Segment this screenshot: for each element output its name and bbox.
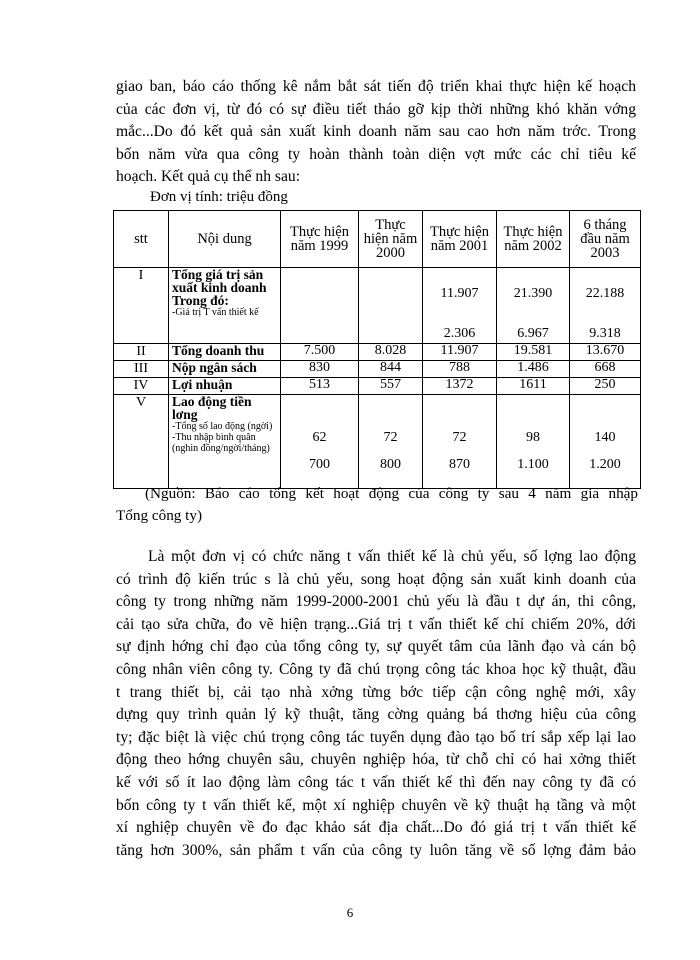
body-line: ty; đặc biệt là việc chú trọng công tác tuyển dụng đào tạo bố trí sắp xếp lại lao [116, 728, 636, 746]
row-subtitle: -Thu nhập bình quân (nghìn đồng/ngời/tháng) [172, 432, 270, 454]
row-content [169, 268, 281, 344]
table-row [114, 268, 641, 344]
table-row: IV Lợi nhuận 513 557 1372 1611 250 [114, 378, 641, 395]
body-line: sự định hớng chỉ đạo của tổng công ty, sự quyết tâm của lãnh đạo và cán bộ [116, 638, 636, 656]
row-stt: I [114, 268, 169, 344]
source-line: (Nguồn: Báo cáo tổng kết hoạt động của công ty sau 4 năm gia nhập [145, 485, 638, 502]
body-line: động theo hớng chuyên sâu, chuyên nghiệp hóa, từ chỗ chỉ có hai xởng thiết [116, 751, 636, 769]
body-line: kế với số ít lao động làm công tác t vấn thiết kế thì đến nay công ty đã có [116, 773, 636, 791]
body-line: xí nghiệp chuyên về đo đạc khảo sát địa chất...Do đó giá trị t vấn thiết kế [116, 819, 636, 837]
cell-2003 [570, 268, 641, 344]
row-title: Lao động tiền lơng [172, 394, 252, 422]
cell-value: 6.967 [517, 326, 549, 341]
cell-value: 21.390 [513, 286, 553, 301]
row-title: Tổng giá trị sản xuất kinh doanh Trong đó: [172, 267, 267, 308]
body-line: tăng hơn 300%, sản phẩm t vấn của công ty luôn tăng về số lợng đảm bảo [116, 841, 636, 859]
results-table [113, 210, 641, 489]
source-line: Tổng công ty) [116, 507, 203, 524]
body-line: Là một đơn vị có chức năng t vấn thiết kế là chủ yếu, số lợng lao động [148, 548, 636, 565]
cell-value: 11.907 [440, 286, 479, 301]
table-row: V Lao động tiền lơng -Tổng số lao động (ngời) -Thu nhập bình quân (nghìn đồng/ngời/tháng) 62 700 72 800 72 870 98 1.100 140 1.200 [114, 395, 641, 489]
row-subtitle: -Tổng số lao động (ngời) [172, 421, 273, 432]
cell-value: 9.318 [589, 326, 621, 341]
body-line: công ty trong những năm 1999-2000-2001 chủ yếu là đầu t dự án, thi công, [116, 593, 636, 611]
header-2000: Thực hiện năm 2000 [359, 211, 423, 268]
unit-label: Đơn vị tính: triệu đồng [150, 189, 288, 205]
row-subtitle: -Giá trị T vấn thiết kế [172, 307, 259, 318]
source-note [116, 483, 638, 527]
intro-line: giao ban, báo cáo thống kê nắm bắt sát tiến độ triển khai thực hiện kế hoạch [116, 78, 636, 95]
body-line: t trang thiết bị, cải tạo nhà xởng từng bớc tiếp cận công nghệ mới, xây [116, 683, 636, 701]
header-1999: Thực hiện năm 1999 [281, 211, 359, 268]
table-header-row [114, 211, 641, 268]
cell-1999 [281, 268, 359, 344]
header-2003: 6 tháng đầu năm 2003 [570, 211, 641, 268]
cell-value: 2.306 [443, 326, 476, 341]
body-paragraph [116, 546, 636, 862]
body-line: dựng quy trình quản lý kỹ thuật, tăng cờng quảng bá thơng hiệu của công [116, 706, 636, 724]
intro-paragraph [116, 76, 636, 189]
intro-line: hoạch. Kết quả cụ thể nh sau: [116, 168, 301, 186]
intro-line: của các đơn vị, từ đó có sự điều tiết tháo gỡ kịp thời những khó khăn vớng [116, 100, 636, 118]
header-2002: Thực hiện năm 2002 [497, 211, 570, 268]
table-row: III Nộp ngân sách 830 844 788 1.486 668 [114, 361, 641, 378]
table-row: II Tổng doanh thu 7.500 8.028 11.907 19.581 13.670 [114, 344, 641, 361]
body-line: cải tạo sửa chữa, đo vẽ hiện trạng...Giá trị t vấn thiết kế chỉ chiếm 20%, dới [116, 615, 636, 633]
page-number: 6 [346, 905, 354, 920]
cell-2002 [497, 268, 570, 344]
body-line: công nhân viên công ty. Công ty đã chú trọng công tác khoa học kỹ thuật, đầu [116, 660, 636, 678]
row-content [169, 395, 281, 489]
cell-value: 22.188 [585, 286, 625, 301]
intro-line: bốn năm vừa qua công ty hoàn thành toàn diện vợt mức các chỉ tiêu kế [116, 145, 636, 163]
cell-2000 [359, 268, 423, 344]
body-line: bốn công ty t vấn thiết kế, một xí nghiệp chuyên về kỹ thuật hạ tầng và một [116, 796, 636, 814]
body-line: có trình độ kiến trúc s là chủ yếu, song hoạt động sản xuất kinh doanh của [116, 570, 636, 588]
header-stt: stt [114, 211, 169, 268]
header-2001: Thực hiện năm 2001 [423, 211, 497, 268]
header-content: Nội dung [169, 211, 281, 268]
intro-line: mắc...Do đó kết quả sản xuất kinh doanh năm sau cao hơn năm trớc. Trong [116, 123, 636, 141]
cell-2001 [423, 268, 497, 344]
